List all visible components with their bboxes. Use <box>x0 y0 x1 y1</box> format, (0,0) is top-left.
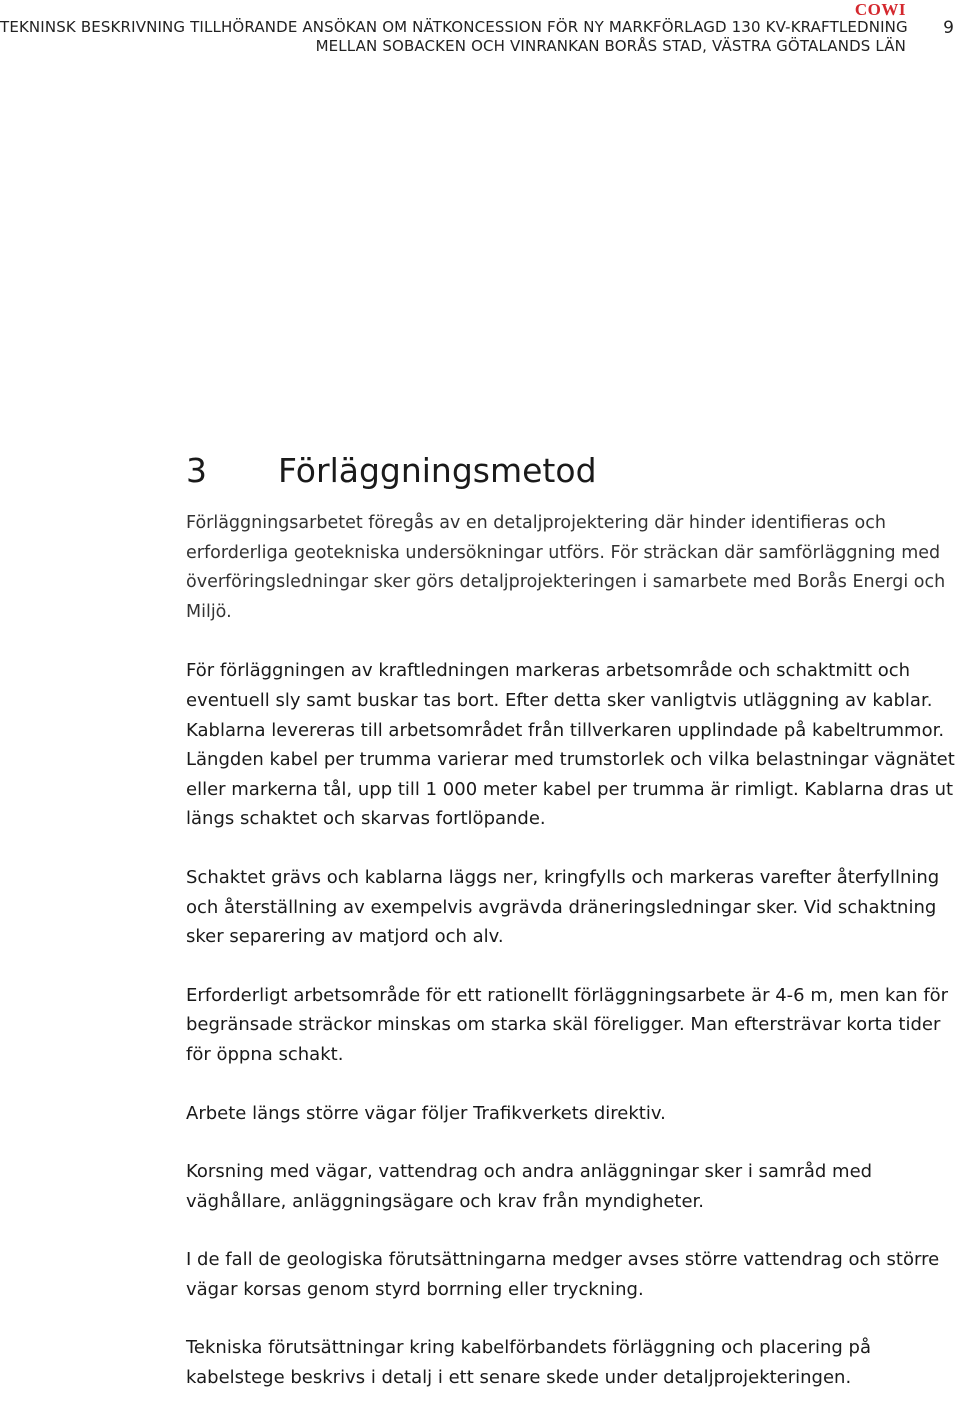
paragraph-work-area: Erforderligt arbetsområde för ett rationellt förläggningsarbete är 4-6 m, men kan för begränsade sträckor minskas om starka skäl föreligger. Man eftersträvar korta tider för öppna schakt. <box>186 984 949 1065</box>
paragraph-directional-drilling: I de fall de geologiska förutsättningarna medger avses större vattendrag och större vägar korsas genom styrd borrning eller tryckning. <box>186 1249 940 1300</box>
page-header <box>0 0 960 58</box>
paragraph-trenching: Schaktet grävs och kablarna läggs ner, kringfylls och markeras varefter återfyllning och återställning av exempelvis avgrävda dräneringsledningar sker. Vid schaktning sker separering av matjord och alv. <box>186 866 940 948</box>
paragraph-detailed-design: Förläggningsarbetet föregås av en detaljprojektering där hinder identifieras och erforderliga geotekniska undersökningar utförs. För sträckan där samförläggning med överföringsledningar sker görs detaljprojekteringen i samarbete med Borås Energi och Miljö. <box>186 513 946 622</box>
page-number: 9 <box>943 18 954 38</box>
section-title-text: Förläggningsmetod <box>278 451 597 490</box>
paragraph-technical-conditions: Tekniska förutsättningar kring kabelförbandets förläggning och placering på kabelstege beskrivs i detalj i ett senare skede under detaljprojekteringen. <box>186 1337 871 1389</box>
cowi-logo: COWI <box>854 0 906 19</box>
header-title-line-1: TEKNINSK BESKRIVNING TILLHÖRANDE ANSÖKAN OM NÄTKONCESSION FÖR NY MARKFÖRLAGD 130 KV-KRAFTLEDNING <box>0 18 908 36</box>
main-content <box>186 448 958 1422</box>
section-heading <box>186 448 958 494</box>
paragraph-crossings: Korsning med vägar, vattendrag och andra anläggningar sker i samråd med väghållare, anläggningsägare och krav från myndigheter. <box>186 1161 873 1212</box>
header-title-line-2: MELLAN SOBACKEN OCH VINRANKAN BORÅS STAD, VÄSTRA GÖTALANDS LÄN <box>315 37 906 55</box>
paragraph-major-roads: Arbete längs större vägar följer Trafikverkets direktiv. <box>186 1102 666 1124</box>
section-number: 3 <box>186 451 207 490</box>
paragraph-cable-laying: För förläggningen av kraftledningen markeras arbetsområde och schaktmitt och eventuell sly samt buskar tas bort. Efter detta sker vanligtvis utläggning av kablar. Kablarna levereras till arbetsområdet från tillverkaren upplindade på kabeltrummor. Längden kabel per trumma varierar med trumstorlek och vilka belastningar vägnätet eller markerna tål, upp till 1 000 meter kabel per trumma är rimligt. Kablarna dras ut längs schaktet och skarvas fortlöpande. <box>186 660 955 830</box>
